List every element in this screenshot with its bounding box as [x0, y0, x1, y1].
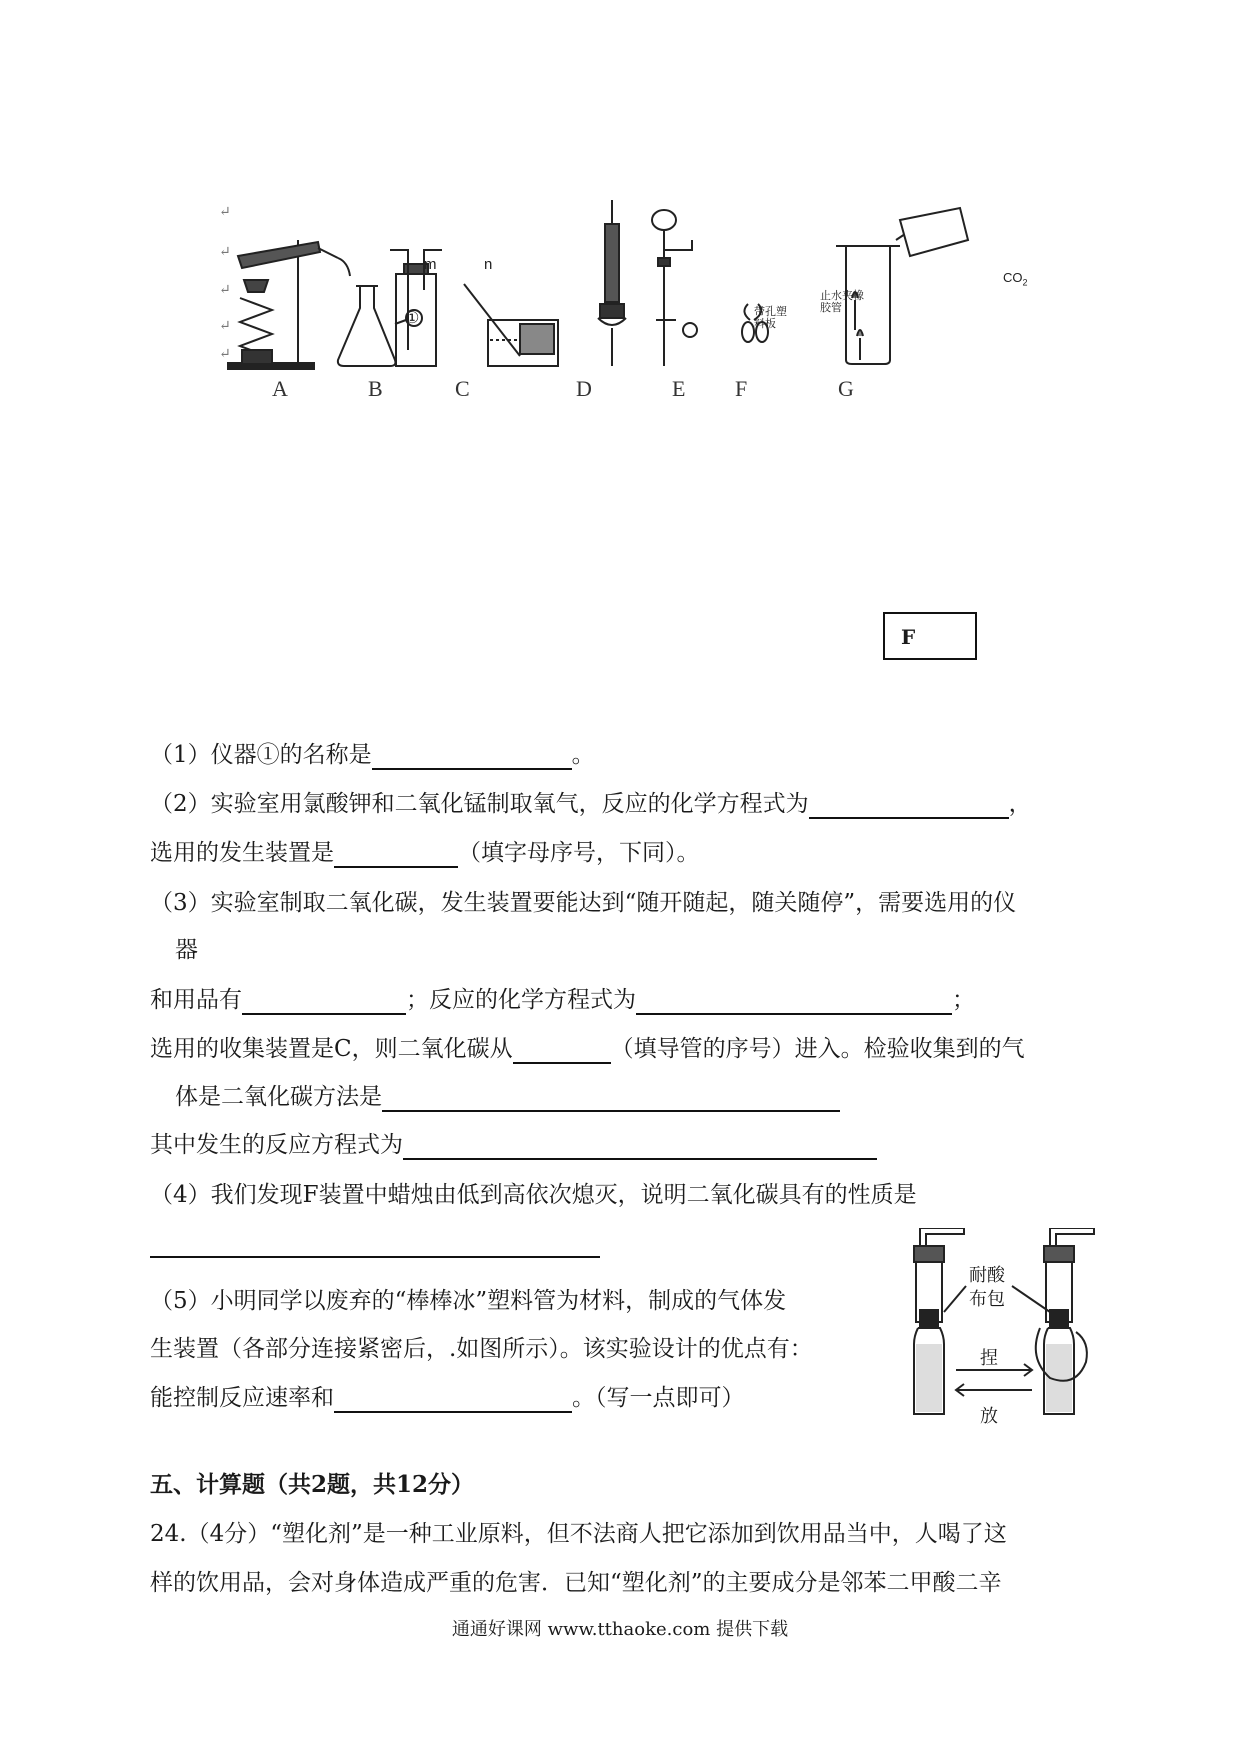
beaker-candles-drawing — [836, 208, 968, 364]
answer-blank[interactable] — [636, 987, 952, 1015]
return-mark: ↵ — [219, 282, 231, 298]
return-mark: ↵ — [219, 318, 231, 334]
question-2 — [150, 789, 1032, 819]
co2-label: $CO_2$ — [1003, 270, 1028, 288]
question-3c — [150, 1034, 1025, 1064]
f-label-box — [883, 612, 977, 660]
question-5-line2: 生装置（各部分连接紧密后，.如图所示）。该实验设计的优点有： — [150, 1336, 813, 1362]
g-note-label: 止水夹橡胶管 — [820, 290, 864, 314]
apparatus-letter-d: D — [576, 376, 592, 401]
question-text: （填导管的序号）进入。检验收集到的气 — [610, 1036, 1025, 1062]
apparatus-letter-e: E — [672, 376, 686, 401]
answer-blank[interactable] — [334, 840, 458, 868]
label-text: 耐酸 — [969, 1265, 1005, 1286]
apparatus-letter-f: F — [735, 376, 748, 401]
question-3e — [150, 1130, 877, 1160]
acid-resistant-label — [969, 1264, 1005, 1312]
question-5-line3 — [150, 1383, 745, 1413]
return-mark: ↵ — [219, 244, 231, 260]
answer-blank[interactable] — [809, 791, 1009, 819]
question-text: 其中发生的反应方程式为 — [150, 1132, 403, 1158]
apparatus-e-drawing — [598, 200, 626, 366]
circled-one-label: ① — [405, 310, 420, 327]
answer-blank[interactable] — [242, 987, 406, 1015]
question-text: 。 — [571, 742, 595, 768]
answer-blank[interactable] — [513, 1036, 611, 1064]
tube-n-label: n — [484, 256, 493, 273]
apparatus-f-drawing — [652, 210, 697, 366]
question-text: （2）实验室用氯酸钾和二氧化锰制取氧气，反应的化学方程式为 — [150, 791, 809, 817]
apparatus-letter-b: B — [368, 376, 383, 401]
answer-blank[interactable] — [403, 1132, 877, 1160]
question-24-line2: 样的饮用品，会对身体造成严重的危害．已知“塑化剂”的主要成分是邻苯二甲酸二辛 — [150, 1570, 1002, 1596]
question-text: 选用的发生装置是 — [150, 840, 334, 866]
question-text: 能控制反应速率和 — [150, 1385, 334, 1411]
question-3-continued: 器 — [175, 937, 198, 963]
apparatus-a-drawing — [228, 240, 350, 369]
question-3 — [150, 888, 1016, 918]
question-24-line1: 24.（4分）“塑化剂”是一种工业原料，但不法商人把它添加到饮用品当中，人喝了这 — [150, 1521, 1007, 1547]
apparatus-drawing — [220, 200, 1000, 380]
squeeze-tube-drawing — [900, 1228, 1110, 1428]
question-text: 。（写一点即可） — [572, 1385, 745, 1411]
release-label: 放 — [980, 1406, 998, 1427]
apparatus-d-drawing — [464, 284, 558, 366]
question-2b — [150, 838, 700, 868]
question-1 — [150, 740, 595, 770]
question-4 — [150, 1180, 917, 1210]
question-text: 和用品有 — [150, 987, 242, 1013]
answer-blank[interactable] — [372, 742, 572, 770]
return-mark: ↵ — [219, 204, 231, 220]
return-mark: ↵ — [219, 346, 231, 362]
apparatus-letter-c: C — [455, 376, 470, 401]
question-5-line1: （5）小明同学以废弃的“棒棒冰”塑料管为材料，制成的气体发 — [150, 1288, 787, 1314]
question-text: ； — [952, 987, 975, 1013]
question-text: 选用的收集装置是C，则二氧化碳从 — [150, 1036, 513, 1062]
question-text: ， — [1008, 791, 1032, 817]
apparatus-letter-a: A — [272, 376, 288, 401]
answer-blank[interactable] — [150, 1256, 600, 1258]
answer-blank[interactable] — [382, 1084, 840, 1112]
question-text: （4）我们发现F装置中蜡烛由低到高依次熄灭，说明二氧化碳具有的性质是 — [150, 1182, 917, 1208]
question-text: ；反应的化学方程式为 — [406, 987, 636, 1013]
section-heading: 五、计算题（共2题，共12分） — [150, 1471, 475, 1498]
page-footer: 通通好课网 www.tthaoke.com 提供下载 — [451, 1619, 789, 1640]
apparatus-letter-g: G — [838, 376, 854, 401]
answer-blank[interactable] — [334, 1385, 572, 1413]
squeeze-label: 捏 — [980, 1348, 998, 1369]
question-text: （3）实验室制取二氧化碳，发生装置要能达到“随开随起，随关随停”，需要选用的仪 — [150, 890, 1017, 916]
question-text: 体是二氧化碳方法是 — [175, 1084, 382, 1110]
question-3d — [175, 1082, 840, 1112]
question-text: （填字母序号，下同）。 — [458, 840, 700, 866]
question-text: （1）仪器①的名称是 — [150, 742, 372, 768]
f-note-label: 带孔塑料板 — [754, 306, 787, 330]
label-text: 布包 — [969, 1289, 1005, 1310]
question-3b — [150, 985, 975, 1015]
f-box-text: F — [901, 625, 916, 649]
tube-m-label: m — [424, 256, 437, 273]
